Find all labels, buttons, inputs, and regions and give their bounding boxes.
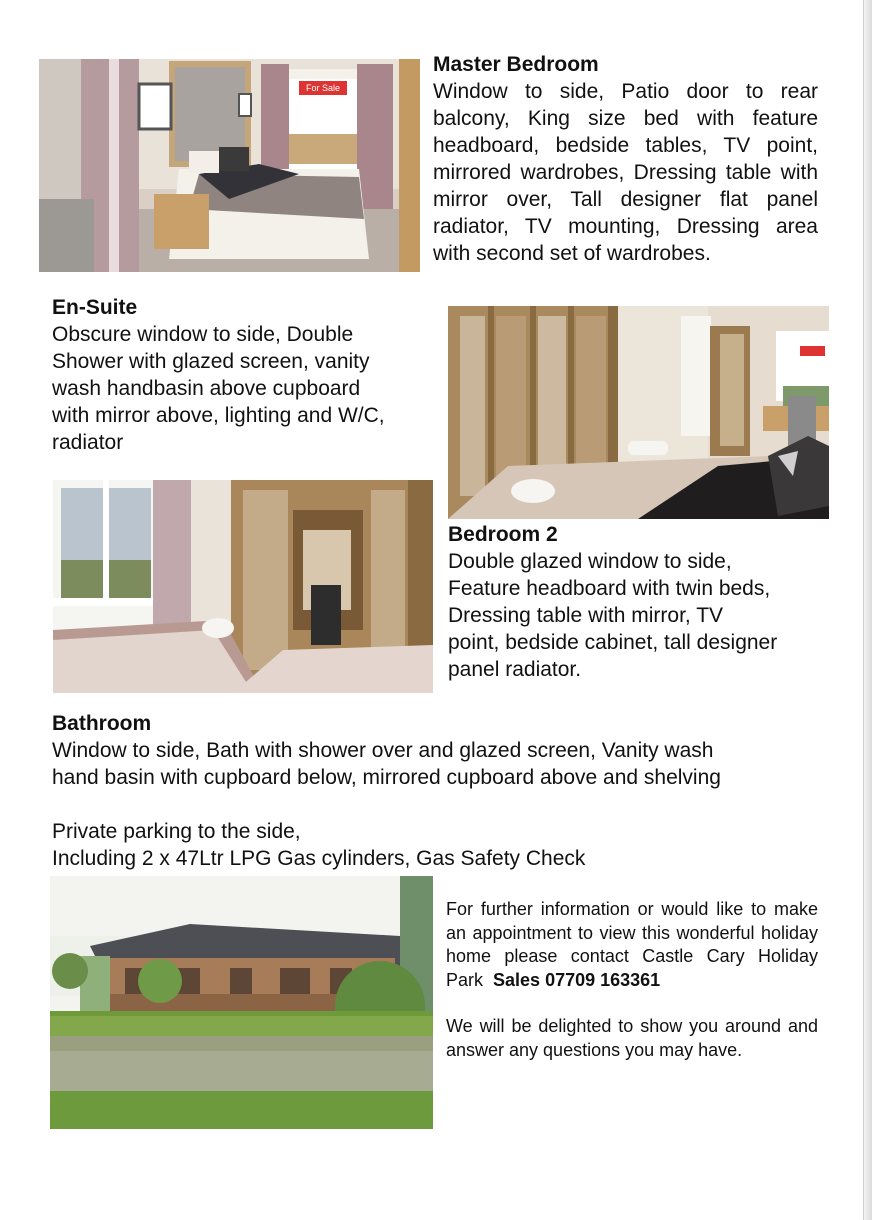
contact-text: For further information or would like to make an appointment to view this wonderful holiday home please contact Castle Cary Holiday Park [446,899,818,990]
bedroom-2-photo [53,480,433,693]
master-bedroom-description: Window to side, Patio door to rear balcony, King size bed with feature headboard, bedside tables, TV point, mirrored wardrobes, Dressing table with mirror over, Tall designer flat panel radiator, TV mounting, Dressing area with second set of wardrobes. [433,80,818,265]
bedroom-wardrobe-photo [448,306,829,519]
closing-text: We will be delighted to show you around and answer any questions you may have. [446,1016,818,1060]
photo-sign-text: For Sale [305,83,341,93]
parking-section [52,818,842,872]
en-suite-heading: En-Suite [52,296,138,319]
en-suite-line: with mirror above, lighting and W/C, [52,404,385,427]
exterior-lodge-photo [50,876,433,1129]
master-bedroom-photo [39,59,420,272]
bedroom-2-line: Double glazed window to side, [448,550,732,573]
bedroom-2-heading: Bedroom 2 [448,523,558,546]
parking-line: Including 2 x 47Ltr LPG Gas cylinders, Gas Safety Check [52,847,586,870]
master-bedroom-section [433,51,818,267]
bedroom-2-line: panel radiator. [448,658,582,681]
en-suite-line: radiator [52,431,124,454]
en-suite-line: wash handbasin above cupboard [52,377,361,400]
en-suite-section [52,294,442,456]
sales-phone: Sales 07709 163361 [493,969,661,990]
page-edge [863,0,872,1220]
contact-section [446,898,818,1062]
bathroom-heading: Bathroom [52,712,152,735]
bathroom-section [52,710,842,791]
bedroom-2-line: Dressing table with mirror, TV [448,604,724,627]
master-bedroom-heading: Master Bedroom [433,53,599,76]
bedroom-2-section [448,521,828,683]
bathroom-line: Window to side, Bath with shower over and glazed screen, Vanity wash [52,739,714,762]
bedroom-2-line: Feature headboard with twin beds, [448,577,771,600]
contact-paragraph [446,898,818,992]
en-suite-line: Shower with glazed screen, vanity [52,350,370,373]
bathroom-line: hand basin with cupboard below, mirrored cupboard above and shelving [52,766,721,789]
parking-line: Private parking to the side, [52,820,301,843]
en-suite-line: Obscure window to side, Double [52,323,354,346]
bedroom-2-line: point, bedside cabinet, tall designer [448,631,778,654]
